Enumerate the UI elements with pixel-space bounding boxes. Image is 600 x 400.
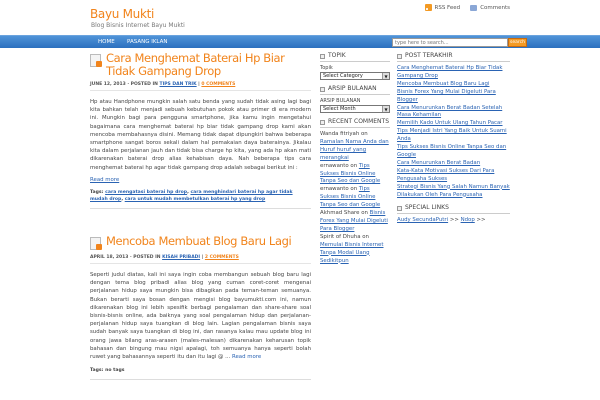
recent-post-link[interactable]: Mencoba Membuat Blog Baru Lagi <box>397 80 490 87</box>
post-comments-link[interactable]: 2 COMMENTS <box>204 255 239 260</box>
list-item: ernawanto on Tips Sukses Bisnis Online Tanpa Seo dan Google <box>320 162 381 185</box>
post-tags <box>90 367 311 374</box>
widget-special-links-title: SPECIAL LINKS <box>397 204 510 214</box>
recent-post-link[interactable]: Tips Sukses Bisnis Online Tanpa Seo dan Google <box>397 144 507 158</box>
widget-bullet-icon <box>397 206 402 211</box>
post-tags: Tags: cara mengatasi baterai hp drop, cara menghindari baterai hp agar tidak mudah drop, cara untuk mudah membetulkan baterai hp yang drop <box>90 189 293 202</box>
recent-post-link[interactable]: Strategi Bisnis Yang Salah Namun Banyak Dilakukan Oleh Para Pengusaha <box>397 183 510 198</box>
comment-post-link[interactable]: Memulai Bisnis Internet Tanpa Modal Uang Sedikitpun <box>320 241 384 264</box>
comment-post-link[interactable]: Bisnis Forex Yang Mulai Digeluti Para Blogger <box>320 210 388 232</box>
chevron-down-icon: ▼ <box>382 106 389 112</box>
no-tags-text: no tags <box>105 368 125 374</box>
post-posted-in: POSTED IN <box>130 82 158 87</box>
nav-home[interactable]: HOME <box>98 39 115 45</box>
post-excerpt: Seperti judul diatas, kali ini saya ingin coba membangun sebuah blog baru lagi dengan tema blog pribadi alias blog yang cuman coret-coret mengenai perjalanan hidup saya mungkin bisa dibagikan pada teman-teman semuanya. Bukan berarti saya bosan dengan mengisi blog bayumukti.com ini, namun dikarenakan blog ini lebih spesifik berbagi pengalaman dan share-share soal bisnis-bisnis online, ada baiknya yang soal pengalaman hidup dan perjalanan-perjalanan hidup saya tuangkan di blog lain. Lagian pengalaman bisnis saya sudah banyak saya tuangkan di blog ini, dan rasanya kalau mau update blog ini orang jawa bilang aras-arasen (males-malesan) dikarenakan keharusan topik bahasan dan bingung mau nigsi apalagi, toh semuanya hanya seperti bolah ruwet yang bahasannya seperti itu dan itu lagi @ ... Read more <box>90 272 311 361</box>
widget-recent-posts-title: POST TERAKHIR <box>397 52 510 62</box>
comment-post-link[interactable]: Ramalan Nama Anda dan Huruf huruf yang merangkai <box>320 138 389 161</box>
widget-bullet-icon <box>320 120 325 125</box>
recent-comments-list <box>320 131 390 265</box>
read-more-link[interactable]: Read more <box>90 176 120 183</box>
widget-bullet-icon <box>320 87 325 92</box>
recent-post-link[interactable]: Tips Menjadi Istri Yang Baik Untuk Suami Anda <box>397 128 507 143</box>
special-link[interactable]: Ndop <box>460 217 475 224</box>
post <box>90 52 311 209</box>
recent-post-link[interactable]: Kata-Kata Motivasi Sukses Dari Para Pengusaha Sukses <box>397 167 495 182</box>
post-divider <box>90 208 311 209</box>
widget-bullet-icon <box>320 54 325 59</box>
special-link[interactable]: Audy SecundaPutri <box>397 217 449 224</box>
topik-label: Topik <box>320 65 333 71</box>
post <box>90 235 311 380</box>
arsip-label: ARSIP BULANAN <box>320 98 361 104</box>
post-excerpt-text: Seperti judul diatas, kali ini saya ingin coba membangun sebuah blog baru lagi dengan tema blog pribadi alias blog yang cuman coret-coret mengenai perjalanan hidup saya mungkin bisa dibagikan pada teman-teman semuanya. Bukan berarti saya bosan dengan mengisi blog bayumukti.com ini, namun dikarenakan blog ini lebih spesifik berbagi pengalaman dan share-share soal bisnis-bisnis online, ada baiknya yang soal pengalaman hidup dan perjalanan-perjalanan hidup saya tuangkan di blog lain. Lagian pengalaman bisnis saya sudah banyak saya tuangkan di blog ini, dan rasanya kalau mau update blog ini orang jawa bilang aras-arasen (males-malesan) dikarenakan keharusan topik bahasan dan bingung mau nigsi apalagi, toh semuanya hanya seperti bolah ruwet yang bahasannya seperti itu dan itu lagi @ <box>90 272 311 361</box>
post-date: JUNE 12, 2013 <box>90 82 126 87</box>
blog-title[interactable]: Bayu Mukti <box>90 7 155 21</box>
widget-arsip-title: ARSIP BULANAN <box>320 85 390 95</box>
post-title-link[interactable]: Mencoba Membuat Blog Baru Lagi <box>106 234 292 248</box>
post-meta: APRIL 18, 2013 · POSTED IN KISAH PRIBADI | 2 COMMENTS <box>90 255 311 264</box>
recent-post-link[interactable]: Cara Menurunkan Berat Badan Setelah Masa Kehamilan <box>397 104 503 119</box>
search-button[interactable]: search <box>508 38 527 47</box>
read-more-link[interactable]: Read more <box>231 354 262 361</box>
tags-label: Tags: <box>90 368 104 374</box>
tag-link[interactable]: cara mengatasi baterai hp drop <box>105 189 188 195</box>
search-input[interactable] <box>392 38 508 47</box>
post-title-row <box>90 52 311 78</box>
post-document-icon <box>90 237 104 251</box>
comment-post-link[interactable]: Tips Sukses Bisnis Online Tanpa Seo dan Google <box>320 162 381 185</box>
recent-post-link[interactable]: Memilih Kado Untuk Ulang Tahun Pacar <box>397 120 503 127</box>
site-header <box>0 0 600 35</box>
recent-post-link[interactable]: Cara Menurunkan Berat Badan <box>397 159 481 166</box>
post-excerpt: Hp atau Handphone mungkin salah satu benda yang sudah tidak asing lagi bagi kita bahkan telah menjadi sebuah kebutuhan pokok atau primer di era modern ini. Mungkin bagi para pengguna smartphone, jika kamu ingin mengetahui bagaimana cara menghemat baterai hp biar tidak gampang drop kami akan mencoba membahasnya disini. Memang tidak dapat dipungkiri bahwa beberapa smartphone sangat boros sekali dalam hal pemakaian daya baterainya. Jikalau kita dalam perjalanan jauh dan tidak bisa charge hp kita, yang ada hp akan mati dikarenakan baterai drop alias kehabisan daya. Nah beberapa tips cara menghemat baterai hp agar tidak gampang drop adalah sebagai berikut ini : <box>90 99 311 171</box>
post-category-link[interactable]: TIPS DAN TRIK <box>159 82 197 87</box>
post-posted-in: POSTED IN <box>133 255 161 260</box>
comments-feed-link[interactable] <box>470 4 510 11</box>
rss-feed-link[interactable] <box>425 4 461 11</box>
tag-link[interactable]: cara untuk mudah membetulkan baterai hp yang drop <box>124 196 266 202</box>
post-meta: JUNE 12, 2013 · POSTED IN TIPS DAN TRIK | 0 COMMENTS <box>90 82 311 91</box>
month-select[interactable]: Select Month ▼ <box>320 105 390 113</box>
sidebar-left <box>320 52 390 265</box>
post-title-row <box>90 235 311 251</box>
special-links-list: Audy SecundaPutri >> Ndop >> <box>397 217 486 224</box>
list-item: Spirit of Dhuha on Memulai Bisnis Internet Tanpa Modal Uang Sedikitpun <box>320 233 384 264</box>
post-divider <box>90 379 311 380</box>
rss-feed-label: RSS Feed <box>434 4 461 11</box>
post-category-link[interactable]: KISAH PRIBADI <box>162 255 201 260</box>
list-item: Akhmad Share on Bisnis Forex Yang Mulai Digeluti Para Blogger <box>320 210 388 232</box>
post-date: APRIL 18, 2013 <box>90 255 129 260</box>
post-title-link[interactable]: Cara Menghemat Baterai Hp Biar Tidak Gampang Drop <box>106 51 285 78</box>
feed-links <box>425 4 511 11</box>
tags-label: Tags: <box>90 189 104 195</box>
list-item: Wanda fitriyah on Ramalan Nama Anda dan Huruf huruf yang merangkai <box>320 131 389 161</box>
list-item: ernawanto on Tips Sukses Bisnis Online Tanpa Seo dan Google <box>320 186 381 209</box>
nav-pasang-iklan[interactable]: PASANG IKLAN <box>127 39 168 45</box>
widget-recent-comments-title: RECENT COMMENTS <box>320 118 390 128</box>
sidebar-right <box>397 52 510 225</box>
widget-bullet-icon <box>397 54 402 59</box>
rss-icon <box>425 4 432 11</box>
comment-post-link[interactable]: Tips Sukses Bisnis Online Tanpa Seo dan Google <box>320 186 381 209</box>
tag-link[interactable]: cara menghindari baterai hp agar tidak mudah drop <box>90 189 293 202</box>
post-comments-link[interactable]: 0 COMMENTS <box>201 82 236 87</box>
post-document-icon <box>90 54 104 68</box>
nav-bar <box>0 35 600 48</box>
widget-topik-title: TOPIK <box>320 52 390 62</box>
blog-description: Blog Bisnis Internet Bayu Mukti <box>91 22 185 29</box>
comments-feed-label: Comments <box>480 4 510 11</box>
recent-post-link[interactable]: Cara Menghemat Baterai Hp Biar Tidak Gampang Drop <box>397 65 503 79</box>
category-select[interactable]: Select Category ▼ <box>320 72 390 80</box>
chevron-down-icon: ▼ <box>382 73 389 79</box>
recent-posts-list <box>397 65 510 199</box>
recent-post-link[interactable]: Bisnis Forex Yang Mulai Digeluti Para Blogger <box>397 88 496 103</box>
comments-icon <box>470 5 477 11</box>
